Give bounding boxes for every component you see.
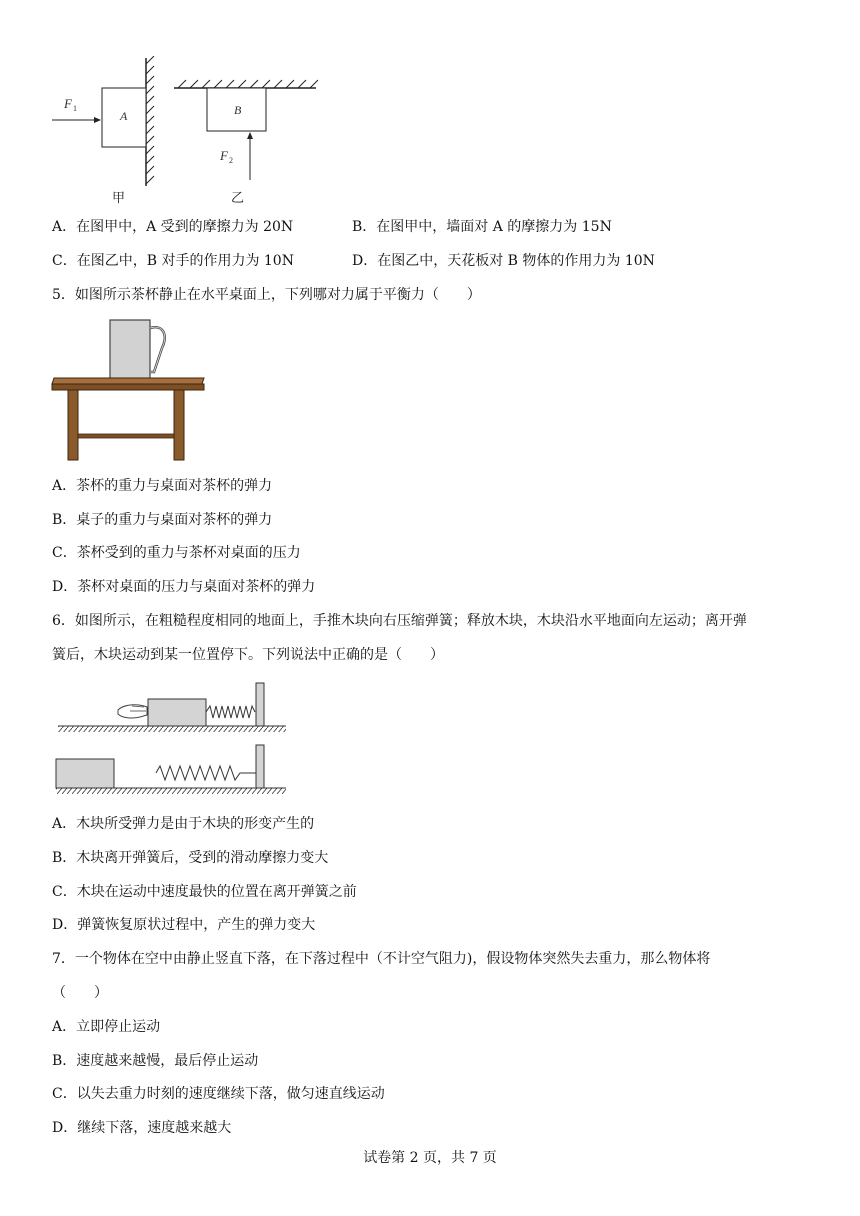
figure-block-spring xyxy=(52,680,302,798)
label-b: B xyxy=(234,103,242,117)
q4-option-c: C．在图乙中，B 对手的作用力为 10N xyxy=(52,253,294,269)
label-f1-sub: 1 xyxy=(73,104,77,113)
q6-option-d: D．弹簧恢复原状过程中，产生的弹力变大 xyxy=(52,917,316,933)
q7-option-a: A．立即停止运动 xyxy=(52,1019,161,1035)
q5-option-c: C．茶杯受到的重力与茶杯对桌面的压力 xyxy=(52,545,301,561)
figure-q4 xyxy=(40,56,330,206)
q7-stem-line1: 7．一个物体在空中由静止竖直下落，在下落过程中（不计空气阻力)，假设物体突然失去重力，那么物体将 xyxy=(52,951,711,967)
q6-option-b: B．木块离开弹簧后，受到的滑动摩擦力变大 xyxy=(52,850,329,866)
caption-jia: 甲 xyxy=(112,190,126,205)
q7-stem-line2: （ ） xyxy=(52,985,108,1001)
page-footer: 试卷第 2 页，共 7 页 xyxy=(363,1150,497,1166)
q7-option-c: C．以失去重力时刻的速度继续下落，做匀速直线运动 xyxy=(52,1086,385,1102)
q4-option-a: A．在图甲中，A 受到的摩擦力为 20N xyxy=(52,219,294,235)
q5-option-b: B．桌子的重力与桌面对茶杯的弹力 xyxy=(52,512,273,528)
q5-option-d: D．茶杯对桌面的压力与桌面对茶杯的弹力 xyxy=(52,579,316,595)
q4-option-d: D．在图乙中，天花板对 B 物体的作用力为 10N xyxy=(352,253,655,269)
q7-option-d: D．继续下落，速度越来越大 xyxy=(52,1120,232,1136)
q5-option-a: A．茶杯的重力与桌面对茶杯的弹力 xyxy=(52,478,273,494)
label-a: A xyxy=(120,109,128,123)
q4-option-b: B．在图甲中，墙面对 A 的摩擦力为 15N xyxy=(352,219,612,235)
q5-stem: 5．如图所示茶杯静止在水平桌面上，下列哪对力属于平衡力（ ） xyxy=(52,287,481,303)
caption-yi: 乙 xyxy=(231,190,245,205)
figure-teacup-on-table xyxy=(50,314,210,464)
q7-option-b: B．速度越来越慢，最后停止运动 xyxy=(52,1053,259,1069)
q6-stem-line2: 簧后，木块运动到某一位置停下。下列说法中正确的是（ ） xyxy=(52,647,444,663)
q6-option-c: C．木块在运动中速度最快的位置在离开弹簧之前 xyxy=(52,884,357,900)
label-f1: F xyxy=(64,96,72,111)
q6-stem-line1: 6．如图所示，在粗糙程度相同的地面上，手推木块向右压缩弹簧；释放木块，木块沿水平地面向左运动；离开弹 xyxy=(52,613,747,629)
label-f2: F xyxy=(220,148,228,163)
label-f2-sub: 2 xyxy=(229,156,233,165)
q6-option-a: A．木块所受弹力是由于木块的形变产生的 xyxy=(52,816,315,832)
